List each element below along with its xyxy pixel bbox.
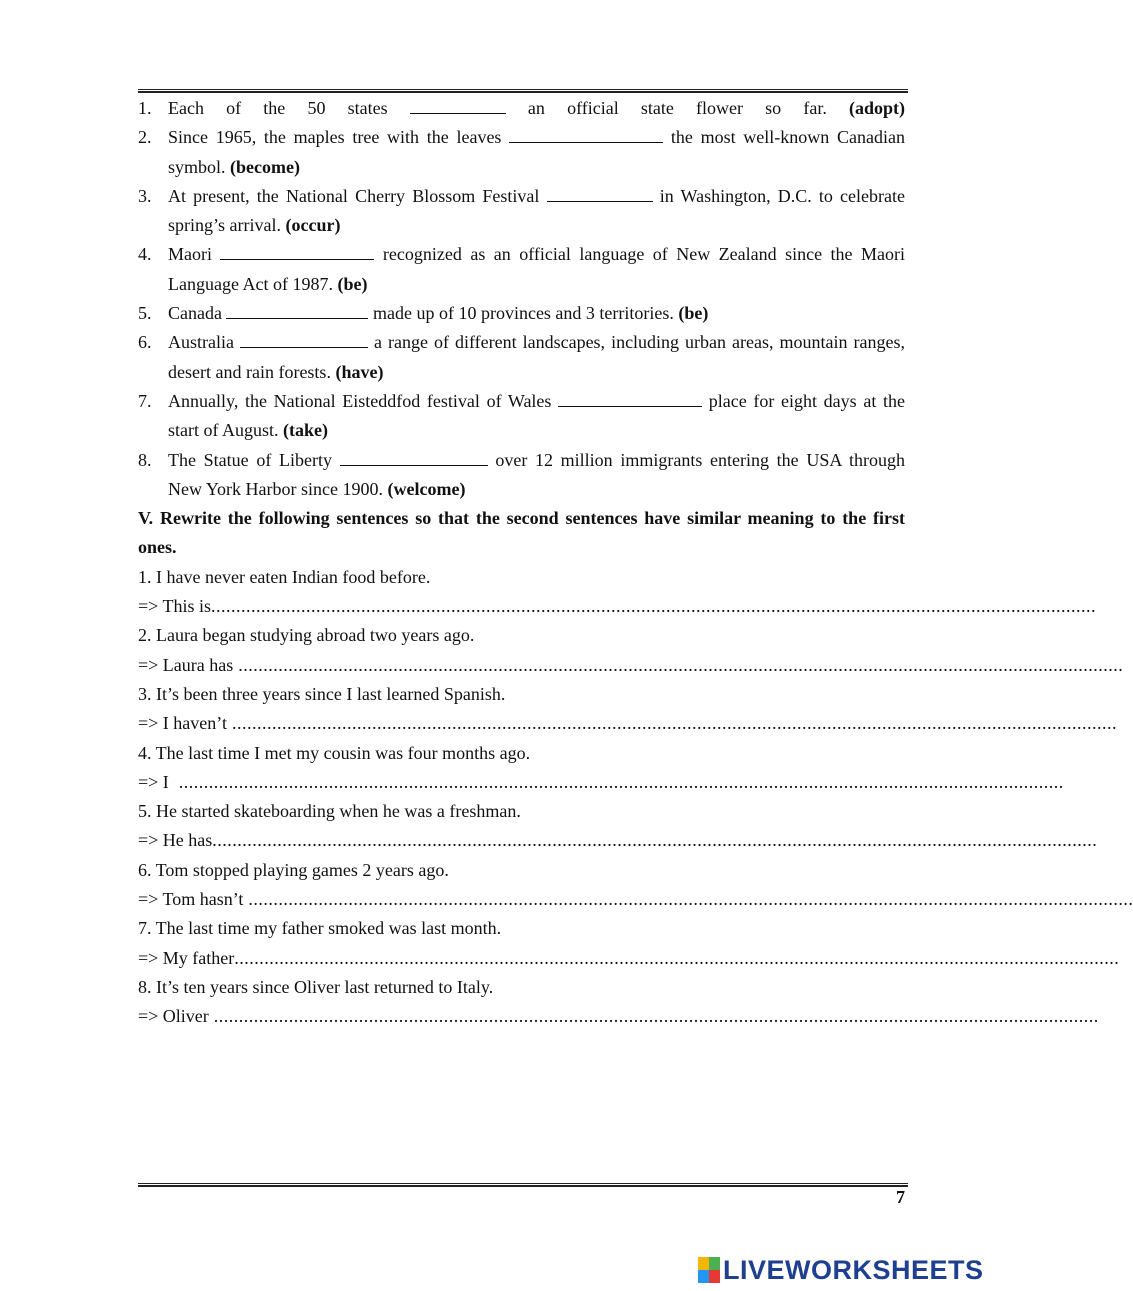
exercise-item-2 [138, 123, 905, 182]
exercise-item-1 [138, 94, 905, 123]
item-text: Maori [168, 244, 221, 265]
rewrite-answer-line[interactable] [138, 1002, 1099, 1031]
item-number: 3. [138, 185, 152, 206]
answer-dots[interactable]: ................................................................................................................................................................................. [234, 947, 1120, 968]
answer-dots[interactable]: ................................................................................................................................................................................. [226, 713, 1117, 734]
rewrite-answer-line[interactable] [138, 885, 1133, 914]
exercise-item-7 [138, 387, 905, 446]
answer-start: => Laura has [138, 654, 234, 675]
item-text: Annually, the National Eisteddfod festival of Wales [168, 390, 559, 411]
exercise-item-4 [138, 240, 905, 299]
rewrite-answer-line[interactable] [138, 709, 1117, 738]
answer-dots[interactable]: ................................................................................................................................................................................. [233, 654, 1124, 675]
item-text: made up of 10 provinces and 3 territories. [368, 303, 679, 324]
item-text: an official state flower so far. [505, 98, 849, 118]
section-heading: V. Rewrite the following sentences so that the second sentences have similar meaning to the first ones. [138, 508, 905, 558]
logo-square-green [709, 1257, 720, 1270]
rewrite-answer-line[interactable] [138, 768, 1064, 797]
item-text: over 12 million immigrants entering the USA through New York Harbor since 1900. [168, 449, 905, 499]
verb-hint: (take) [283, 420, 328, 441]
logo-square-red [709, 1270, 720, 1283]
answer-blank[interactable] [509, 126, 663, 143]
answer-start: => This is [138, 596, 211, 617]
item-text: in Washington, D.C. to celebrate spring’s arrival. [168, 185, 905, 236]
page-number: 7 [896, 1187, 905, 1207]
item-text: a range of different landscapes, including urban areas, mountain ranges, desert and rain forests. [168, 332, 905, 382]
item-text: At present, the National Cherry Blossom Festival [168, 185, 547, 206]
verb-hint: (adopt) [848, 98, 905, 118]
answer-start: => I haven’t [138, 713, 227, 734]
answer-start: => I [138, 771, 169, 792]
verb-hint: (welcome) [387, 478, 466, 499]
answer-dots[interactable]: ................................................................................................................................................................................. [210, 596, 1096, 617]
exercise-item-3 [138, 182, 905, 241]
item-text: Each of the 50 states [168, 98, 410, 118]
item-text: Since 1965, the maples tree with the leaves [168, 127, 510, 148]
rewrite-answer-line[interactable] [138, 651, 1124, 680]
answer-start: => He has [138, 830, 213, 851]
answer-blank[interactable] [558, 390, 702, 407]
logo-square-yellow [698, 1257, 709, 1270]
rewrite-prompt: 1. I have never eaten Indian food before. [138, 566, 431, 587]
rewrite-prompt: 3. It’s been three years since I last learned Spanish. [138, 683, 506, 704]
verb-hint: (become) [230, 156, 300, 177]
exercise-item-6 [138, 328, 905, 387]
item-number: 7. [138, 390, 152, 411]
answer-dots[interactable]: ................................................................................................................................................................................. [212, 830, 1098, 851]
answer-dots[interactable]: ................................................................................................................................................................................. [168, 771, 1064, 792]
answer-dots[interactable]: ................................................................................................................................................................................. [208, 1006, 1099, 1027]
answer-blank[interactable] [226, 302, 368, 319]
rewrite-prompt: 2. Laura began studying abroad two years ago. [138, 625, 475, 646]
verb-hint: (have) [335, 361, 384, 382]
verb-hint: (occur) [285, 215, 341, 236]
item-number: 5. [138, 303, 152, 324]
rewrite-answer-line[interactable] [138, 592, 1096, 621]
item-text: place for eight days at the start of August. [168, 390, 905, 441]
worksheet-content [138, 94, 1133, 1032]
item-text: recognized as an official language of New Zealand since the Maori Language Act of 1987. [168, 244, 905, 294]
rewrite-prompt: 7. The last time my father smoked was last month. [138, 918, 502, 939]
item-text: the most well-known Canadian symbol. [168, 127, 905, 177]
item-number: 8. [138, 449, 152, 470]
verb-hint: (be) [678, 303, 709, 324]
rewrite-answer-line[interactable] [138, 826, 1098, 855]
exercise-item-8 [138, 446, 905, 505]
logo-text: LIVEWORKSHEETS [723, 1254, 984, 1285]
logo-icon [698, 1257, 720, 1283]
answer-blank[interactable] [340, 449, 488, 466]
answer-blank[interactable] [220, 243, 374, 260]
item-number: 2. [138, 127, 152, 148]
item-text: The Statue of Liberty [168, 449, 340, 470]
answer-dots[interactable]: ................................................................................................................................................................................. [243, 889, 1133, 910]
verb-hint: (be) [337, 273, 368, 294]
item-text: Australia [168, 332, 240, 353]
rewrite-prompt: 4. The last time I met my cousin was four months ago. [138, 742, 531, 763]
item-text: Canada [168, 303, 227, 324]
liveworksheets-logo[interactable] [698, 1254, 984, 1286]
item-number: 1. [138, 98, 152, 118]
answer-start: => Tom hasn’t [138, 889, 244, 910]
exercise-item-5 [138, 299, 905, 328]
answer-start: => My father [138, 947, 235, 968]
rewrite-answer-line[interactable] [138, 944, 1120, 973]
footer-rule [138, 1183, 908, 1187]
answer-blank[interactable] [240, 331, 368, 348]
item-number: 4. [138, 244, 152, 265]
answer-blank[interactable] [547, 185, 653, 202]
header-rule [138, 89, 908, 93]
item-number: 6. [138, 332, 152, 353]
answer-start: => Oliver [138, 1006, 209, 1027]
answer-blank[interactable] [410, 97, 506, 114]
rewrite-prompt: 5. He started skateboarding when he was a freshman. [138, 801, 521, 822]
logo-square-blue [698, 1270, 709, 1283]
rewrite-prompt: 8. It’s ten years since Oliver last returned to Italy. [138, 976, 494, 997]
rewrite-prompt: 6. Tom stopped playing games 2 years ago. [138, 859, 449, 880]
